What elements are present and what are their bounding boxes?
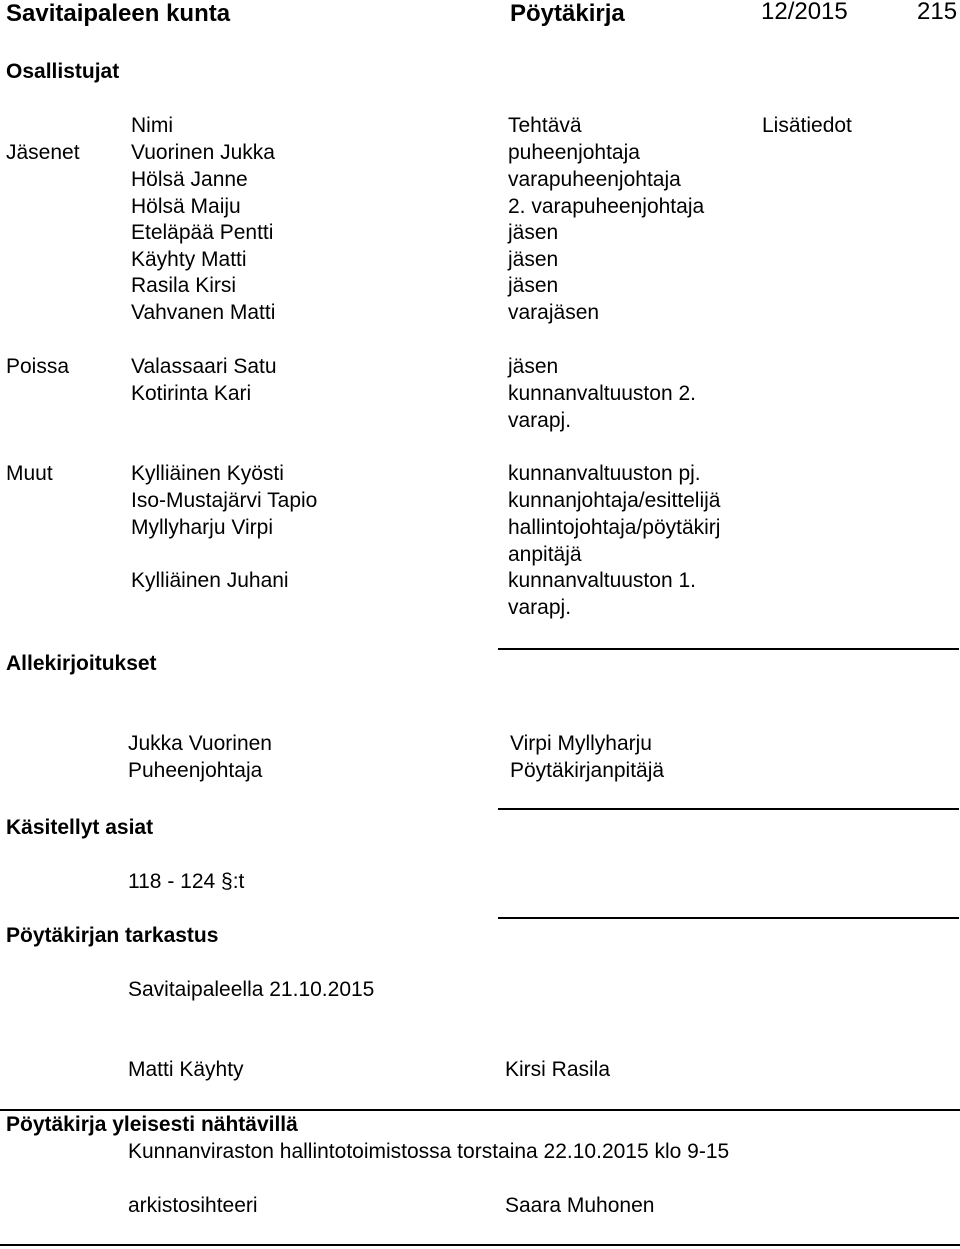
- section-divider: [498, 808, 959, 810]
- other-name: Kylliäinen Juhani: [131, 569, 289, 592]
- member-name: Hölsä Janne: [131, 168, 248, 191]
- chair-name: Jukka Vuorinen: [128, 732, 272, 755]
- bottom-divider: [0, 1244, 960, 1246]
- absent-role: jäsen: [508, 355, 559, 378]
- member-name: Hölsä Maiju: [131, 195, 241, 218]
- member-role: jäsen: [508, 274, 559, 297]
- member-role: jäsen: [508, 248, 559, 271]
- secretary-title: Pöytäkirjanpitäjä: [510, 759, 665, 782]
- absent-label: Poissa: [6, 355, 70, 378]
- other-role-continued: anpitäjä: [508, 543, 582, 566]
- review-place-date: Savitaipaleella 21.10.2015: [128, 978, 375, 1001]
- public-location-text: Kunnanviraston hallintotoimistossa torstaina 22.10.2015 klo 9-15: [128, 1140, 730, 1163]
- other-role: hallintojohtaja/pöytäkirj: [508, 516, 721, 539]
- column-header-role: Tehtävä: [508, 114, 582, 137]
- absent-name: Valassaari Satu: [131, 355, 277, 378]
- member-name: Vahvanen Matti: [131, 301, 276, 324]
- column-header-name: Nimi: [131, 114, 173, 137]
- member-name: Rasila Kirsi: [131, 274, 237, 297]
- absent-name: Kotirinta Kari: [131, 382, 252, 405]
- section-divider: [498, 648, 959, 650]
- section-divider: [498, 917, 959, 919]
- absent-role: kunnanvaltuuston 2.: [508, 382, 696, 405]
- other-role-continued: varapj.: [508, 596, 572, 619]
- page-number: 215: [917, 0, 958, 25]
- participants-heading: Osallistujat: [6, 60, 120, 83]
- signer-title: arkistosihteeri: [128, 1194, 258, 1217]
- document-type: Pöytäkirja: [510, 0, 625, 27]
- other-role: kunnanvaltuuston 1.: [508, 569, 696, 592]
- member-role: puheenjohtaja: [508, 141, 640, 164]
- other-name: Myllyharju Virpi: [131, 516, 273, 539]
- others-label: Muut: [6, 462, 53, 485]
- reviewer-2: Kirsi Rasila: [505, 1058, 611, 1081]
- other-name: Iso-Mustajärvi Tapio: [131, 489, 318, 512]
- review-heading: Pöytäkirjan tarkastus: [6, 924, 219, 947]
- other-name: Kylliäinen Kyösti: [131, 462, 284, 485]
- member-name: Käyhty Matti: [131, 248, 247, 271]
- matters-heading: Käsitellyt asiat: [6, 816, 154, 839]
- chair-title: Puheenjohtaja: [128, 759, 263, 782]
- member-name: Vuorinen Jukka: [131, 141, 275, 164]
- section-divider: [0, 1109, 960, 1111]
- member-role: varajäsen: [508, 301, 600, 324]
- column-header-info: Lisätiedot: [762, 114, 852, 137]
- absent-role-continued: varapj.: [508, 409, 572, 432]
- secretary-name: Virpi Myllyharju: [510, 732, 652, 755]
- member-name: Eteläpää Pentti: [131, 221, 274, 244]
- matters-range: 118 - 124 §:t: [128, 870, 245, 893]
- signer-name: Saara Muhonen: [505, 1194, 655, 1217]
- issue-number: 12/2015: [761, 0, 848, 25]
- municipality-title: Savitaipaleen kunta: [6, 0, 231, 27]
- signatures-heading: Allekirjoitukset: [6, 652, 157, 675]
- member-role: varapuheenjohtaja: [508, 168, 681, 191]
- reviewer-1: Matti Käyhty: [128, 1058, 244, 1081]
- public-heading: Pöytäkirja yleisesti nähtävillä: [6, 1113, 298, 1136]
- member-role: 2. varapuheenjohtaja: [508, 195, 705, 218]
- members-label: Jäsenet: [6, 141, 80, 164]
- other-role: kunnanjohtaja/esittelijä: [508, 489, 721, 512]
- other-role: kunnanvaltuuston pj.: [508, 462, 701, 485]
- member-role: jäsen: [508, 221, 559, 244]
